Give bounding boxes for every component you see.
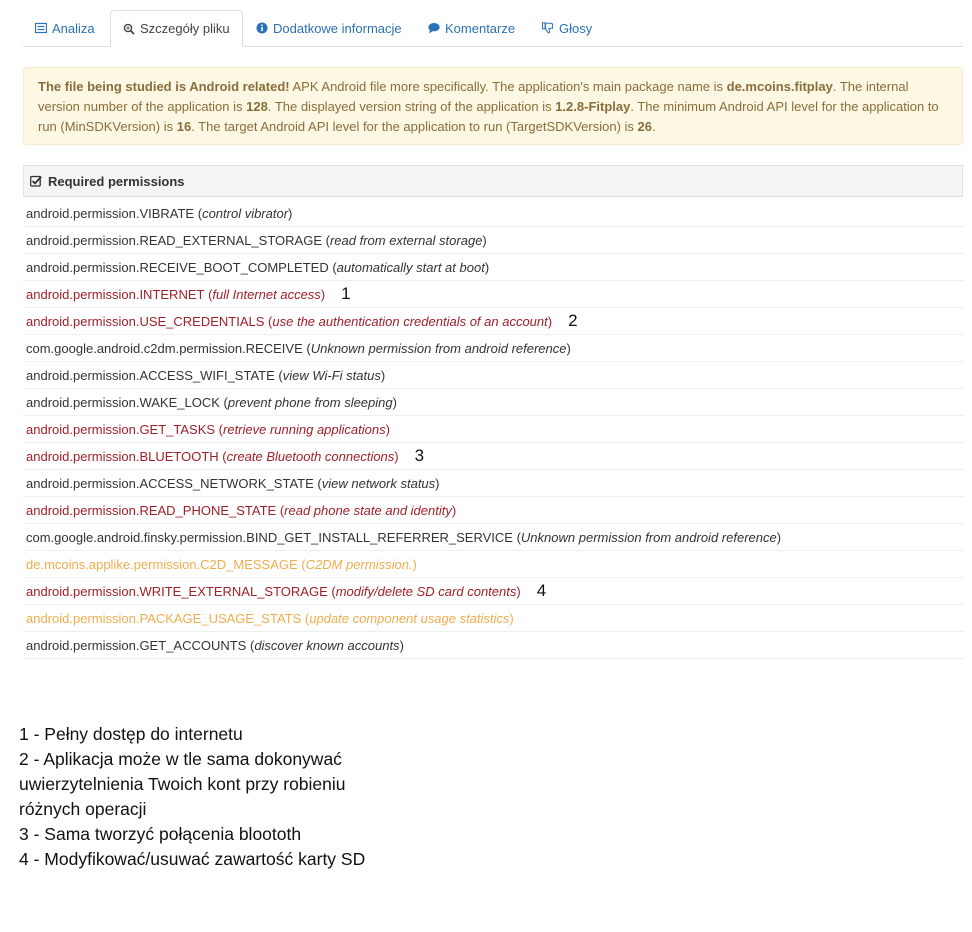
- android-apk-alert: [23, 67, 963, 145]
- permission-description: Unknown permission from android reference: [310, 340, 567, 356]
- permission-row: android.permission.WAKE_LOCK ( prevent phone from sleeping ): [23, 389, 963, 416]
- permission-row: android.permission.INTERNET ( full Internet access ) 1: [23, 281, 963, 308]
- checkbox-checked-icon: [30, 175, 42, 187]
- permission-row: com.google.android.finsky.permission.BIND_GET_INSTALL_REFERRER_SERVICE ( Unknown permission from android reference ): [23, 524, 963, 551]
- permission-description: view network status: [321, 475, 436, 491]
- permission-description: read from external storage: [329, 232, 483, 248]
- alert-text-6: .: [652, 119, 656, 134]
- tab-szczegoly-label: Szczegóły pliku: [140, 21, 230, 36]
- list-icon: [35, 22, 47, 34]
- permission-description: C2DM permission.: [305, 556, 413, 572]
- tab-komentarze[interactable]: [416, 10, 527, 46]
- permission-description: prevent phone from sleeping: [227, 394, 393, 410]
- annotation-notes: [19, 722, 439, 872]
- permission-row: android.permission.USE_CREDENTIALS ( use the authentication credentials of an account ) 2: [23, 308, 963, 335]
- tab-dodatkowe-label: Dodatkowe informacje: [273, 20, 402, 36]
- permission-row: android.permission.ACCESS_NETWORK_STATE ( view network status ): [23, 470, 963, 497]
- permission-row: android.permission.GET_ACCOUNTS ( discover known accounts ): [23, 632, 963, 659]
- permission-description: retrieve running applications: [223, 421, 386, 437]
- permission-name: android.permission.READ_EXTERNAL_STORAGE: [26, 232, 322, 248]
- permission-description: update component usage statistics: [309, 610, 510, 626]
- permission-description: control vibrator: [202, 205, 289, 221]
- permission-name: android.permission.ACCESS_WIFI_STATE: [26, 367, 275, 383]
- tab-analiza[interactable]: [23, 10, 107, 46]
- zoom-icon: [123, 23, 135, 35]
- permission-row: de.mcoins.applike.permission.C2D_MESSAGE ( C2DM permission. ): [23, 551, 963, 578]
- permission-row: android.permission.READ_PHONE_STATE ( read phone state and identity ): [23, 497, 963, 524]
- permission-name: de.mcoins.applike.permission.C2D_MESSAGE: [26, 556, 298, 572]
- permission-row: android.permission.WRITE_EXTERNAL_STORAGE ( modify/delete SD card contents ) 4: [23, 578, 963, 605]
- tab-szczegoly-pliku[interactable]: [110, 10, 243, 47]
- alert-version-name: 1.2.8-Fitplay: [555, 99, 631, 114]
- note-2: 2 - Aplikacja może w tle sama dokonywać uwierzytelnienia Twoich kont przy robieniu różnych operacji: [19, 749, 346, 819]
- permission-name: android.permission.USE_CREDENTIALS: [26, 313, 265, 329]
- note-3: 3 - Sama tworzyć połącenia bloototh: [19, 824, 302, 844]
- annotation-marker: 1: [341, 284, 351, 303]
- permission-description: modify/delete SD card contents: [335, 583, 517, 599]
- permission-name: android.permission.READ_PHONE_STATE: [26, 502, 277, 518]
- permission-row: android.permission.RECEIVE_BOOT_COMPLETED ( automatically start at boot ): [23, 254, 963, 281]
- permission-name: android.permission.WAKE_LOCK: [26, 394, 220, 410]
- tab-analiza-label: Analiza: [52, 20, 95, 36]
- alert-package-name: de.mcoins.fitplay: [726, 79, 833, 94]
- tab-komentarze-label: Komentarze: [445, 20, 516, 36]
- permissions-list: [23, 200, 963, 659]
- permission-row: android.permission.VIBRATE ( control vibrator ): [23, 200, 963, 227]
- permission-row: android.permission.READ_EXTERNAL_STORAGE ( read from external storage ): [23, 227, 963, 254]
- note-1: 1 - Pełny dostęp do internetu: [19, 724, 243, 744]
- note-4: 4 - Modyfikować/usuwać zawartość karty SD: [19, 849, 366, 869]
- permission-name: android.permission.WRITE_EXTERNAL_STORAGE: [26, 583, 328, 599]
- permission-description: read phone state and identity: [284, 502, 452, 518]
- comment-icon: [428, 22, 440, 34]
- thumbs-down-icon: [542, 22, 554, 34]
- permission-row: android.permission.ACCESS_WIFI_STATE ( view Wi-Fi status ): [23, 362, 963, 389]
- permission-description: use the authentication credentials of an account: [272, 313, 548, 329]
- annotation-marker: 2: [568, 311, 578, 330]
- permission-name: android.permission.PACKAGE_USAGE_STATS: [26, 610, 302, 626]
- permission-description: view Wi-Fi status: [282, 367, 381, 383]
- alert-version-code: 128: [246, 99, 268, 114]
- permission-name: android.permission.GET_TASKS: [26, 421, 216, 437]
- alert-text-5: . The target Android API level for the application to run (TargetSDKVersion) is: [191, 119, 638, 134]
- annotation-marker: 4: [536, 581, 547, 600]
- alert-text-3: . The displayed version string of the application is: [267, 99, 556, 114]
- permission-row: com.google.android.c2dm.permission.RECEIVE ( Unknown permission from android reference ): [23, 335, 963, 362]
- permission-description: create Bluetooth connections: [226, 448, 395, 464]
- permission-name: android.permission.GET_ACCOUNTS: [26, 637, 247, 653]
- tab-glosy-label: Głosy: [559, 20, 593, 36]
- permission-row: android.permission.BLUETOOTH ( create Bluetooth connections ) 3: [23, 443, 963, 470]
- permission-description: automatically start at boot: [336, 259, 485, 275]
- detail-tabs: [23, 10, 963, 47]
- permission-name: android.permission.RECEIVE_BOOT_COMPLETED: [26, 259, 329, 275]
- alert-text-2: . The internal version number of the application is: [38, 79, 909, 114]
- tab-glosy[interactable]: [530, 10, 604, 46]
- permissions-panel-header: [23, 165, 963, 197]
- permission-name: android.permission.VIBRATE: [26, 205, 195, 221]
- permission-name: com.google.android.c2dm.permission.RECEIVE: [26, 340, 303, 356]
- alert-target-sdk: 26: [637, 119, 652, 134]
- alert-text-1: APK Android file more specifically. The application's main package name is: [289, 79, 727, 94]
- info-icon: [256, 22, 268, 34]
- permission-name: android.permission.BLUETOOTH: [26, 448, 219, 464]
- permission-description: Unknown permission from android reference: [520, 529, 777, 545]
- alert-text-4: . The minimum Android API level for the application to run (MinSDKVersion) is: [38, 99, 939, 134]
- alert-lead: The file being studied is Android related!: [38, 79, 290, 94]
- alert-min-sdk: 16: [176, 119, 192, 134]
- permission-description: full Internet access: [212, 286, 321, 302]
- tab-dodatkowe-informacje[interactable]: [244, 10, 414, 46]
- permissions-header-title: Required permissions: [48, 173, 185, 189]
- annotation-marker: 3: [414, 446, 425, 465]
- permission-row: android.permission.GET_TASKS ( retrieve running applications ): [23, 416, 963, 443]
- permission-row: android.permission.PACKAGE_USAGE_STATS ( update component usage statistics ): [23, 605, 963, 632]
- permission-name: android.permission.INTERNET: [26, 286, 205, 302]
- permission-description: discover known accounts: [254, 637, 400, 653]
- permission-name: com.google.android.finsky.permission.BIND_GET_INSTALL_REFERRER_SERVICE: [26, 529, 513, 545]
- permission-name: android.permission.ACCESS_NETWORK_STATE: [26, 475, 314, 491]
